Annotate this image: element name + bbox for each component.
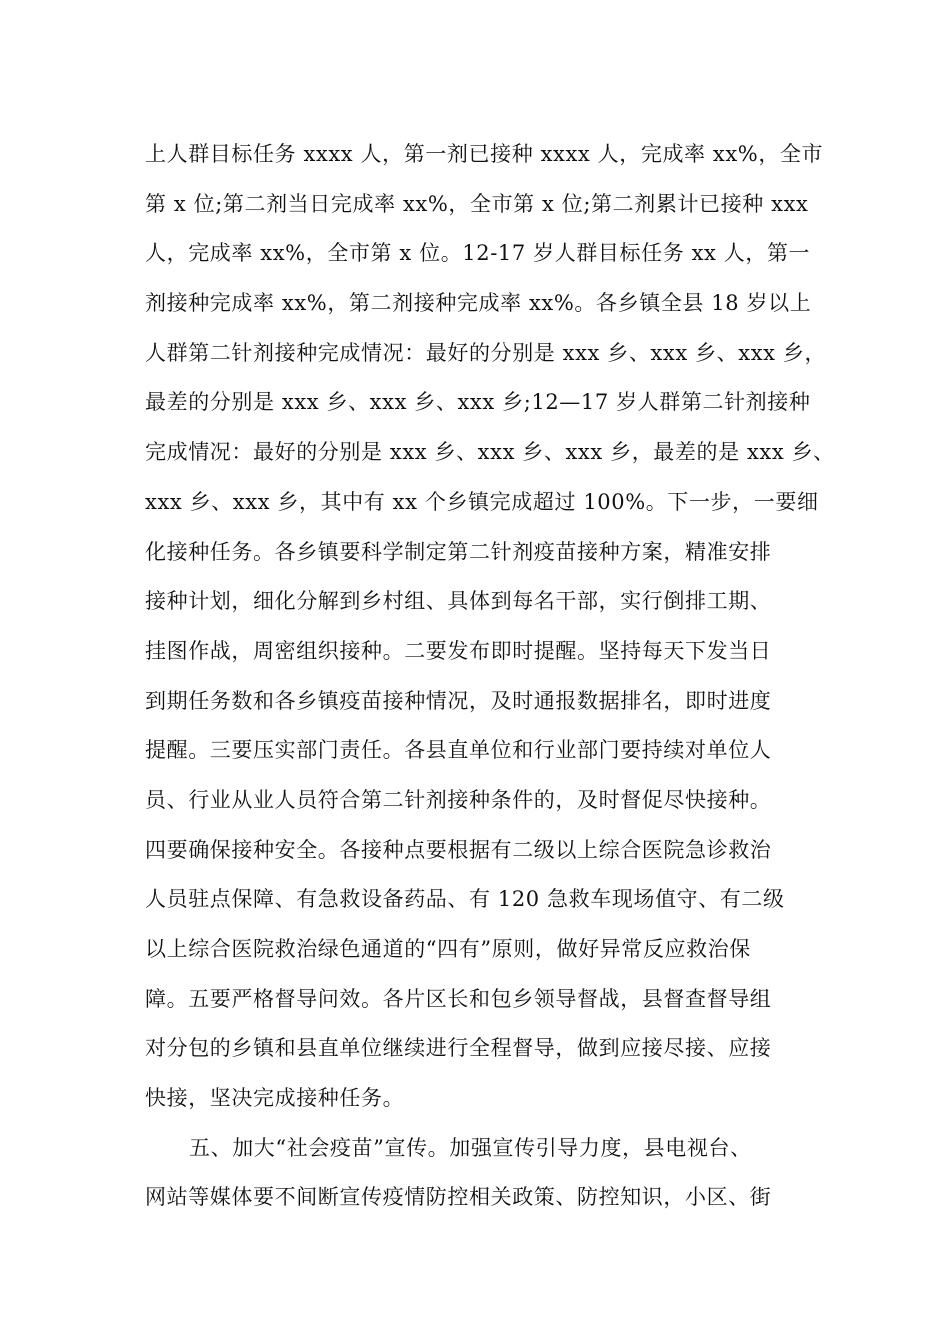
- text-line: 人群第二针剂接种完成情况：最好的分别是 xxx 乡、xxx 乡、xxx 乡，: [145, 340, 827, 365]
- text-line: 对分包的乡镇和县直单位继续进行全程督导，做到应接尽接、应接: [145, 1036, 772, 1061]
- text-line: 剂接种完成率 xx%，第二剂接种完成率 xx%。各乡镇全县 18 岁以上: [145, 291, 812, 316]
- text-line: 员、行业从业人员符合第二针剂接种条件的，及时督促尽快接种。: [145, 787, 772, 812]
- text-line: 提醒。三要压实部门责任。各县直单位和行业部门要持续对单位人: [145, 738, 772, 763]
- text-line: 化接种任务。各乡镇要科学制定第二针剂疫苗接种方案，精准安排: [145, 539, 772, 564]
- text-line: 障。五要严格督导问效。各片区长和包乡领导督战，县督查督导组: [145, 986, 772, 1011]
- text-line: 接种计划，细化分解到乡村组、具体到每名干部，实行倒排工期、: [145, 589, 772, 614]
- text-line: 人员驻点保障、有急救设备药品、有 120 急救车现场值守、有二级: [145, 887, 785, 912]
- text-line: 以上综合医院救治绿色通道的“四有”原则，做好异常反应救治保: [145, 937, 751, 961]
- text-line: 第 x 位;第二剂当日完成率 xx%，全市第 x 位;第二剂累计已接种 xxx: [145, 191, 809, 216]
- document-body: [145, 130, 835, 1223]
- text-line: 到期任务数和各乡镇疫苗接种情况，及时通报数据排名，即时进度: [145, 688, 772, 713]
- section-heading-line: 五、加大“社会疫苗”宣传。加强宣传引导力度，县电视台、: [189, 1135, 752, 1160]
- text-line: 完成情况：最好的分别是 xxx 乡、xxx 乡、xxx 乡，最差的是 xxx 乡、: [145, 440, 835, 465]
- text-line: 上人群目标任务 xxxx 人，第一剂已接种 xxxx 人，完成率 xx%，全市: [145, 142, 824, 166]
- text-line: 四要确保接种安全。各接种点要根据有二级以上综合医院急诊救治: [145, 837, 772, 862]
- text-line: 网站等媒体要不间断宣传疫情防控相关政策、防控知识，小区、街: [145, 1185, 772, 1210]
- text-line: 快接，坚决完成接种任务。: [145, 1086, 405, 1111]
- text-line: 挂图作战，周密组织接种。二要发布即时提醒。坚持每天下发当日: [145, 638, 772, 663]
- text-line: 最差的分别是 xxx 乡、xxx 乡、xxx 乡;12—17 岁人群第二针剂接种: [145, 390, 811, 415]
- text-line: 人，完成率 xx%，全市第 x 位。12-17 岁人群目标任务 xx 人，第一: [145, 241, 811, 266]
- text-line: xxx 乡、xxx 乡，其中有 xx 个乡镇完成超过 100%。下一步，一要细: [145, 489, 819, 514]
